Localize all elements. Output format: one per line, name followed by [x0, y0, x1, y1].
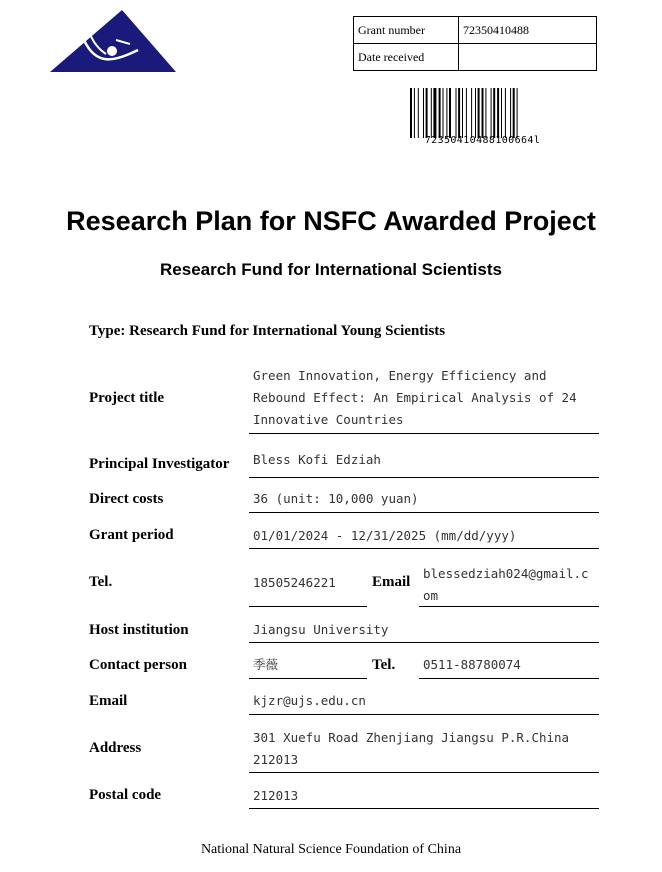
barcode-bar	[449, 88, 451, 138]
grant-info-table	[353, 16, 597, 71]
barcode-bar	[439, 88, 441, 138]
field-underline	[419, 678, 599, 679]
host-email-value: kjzr@ujs.edu.cn	[253, 693, 366, 708]
address-line: 212013	[253, 752, 299, 767]
fund-type: Type: Research Fund for International Young Scientists	[89, 323, 446, 339]
pi-value: Bless Kofi Edziah	[253, 452, 381, 467]
project-title-label: Project title	[89, 390, 165, 406]
barcode-bar	[510, 88, 511, 138]
postal-code-label: Postal code	[89, 787, 162, 803]
barcode-bar	[426, 88, 428, 138]
contact-person-value: 季薇	[253, 657, 279, 672]
barcode-bar	[517, 88, 518, 138]
direct-costs-label: Direct costs	[89, 491, 164, 507]
address-value	[253, 727, 569, 771]
barcode-bar	[482, 88, 484, 138]
field-underline	[249, 548, 599, 549]
contact-tel-value: 0511-88780074	[423, 657, 521, 672]
barcode-bar	[491, 88, 492, 138]
direct-costs-value: 36 (unit: 10,000 yuan)	[253, 491, 419, 506]
contact-tel-label: Tel.	[372, 657, 396, 673]
project-title-line: Green Innovation, Energy Efficiency and	[253, 368, 547, 383]
barcode-bar	[418, 88, 419, 138]
host-institution-value: Jiangsu University	[253, 622, 389, 637]
email-value	[423, 563, 589, 607]
barcode-bar	[431, 88, 432, 138]
address-line: 301 Xuefu Road Zhenjiang Jiangsu P.R.China	[253, 730, 570, 745]
field-underline	[419, 606, 599, 607]
barcode-bar	[466, 88, 467, 138]
page-title: Research Plan for NSFC Awarded Project	[66, 206, 596, 236]
postal-code-value: 212013	[253, 788, 299, 803]
tel-value: 18505246221	[253, 575, 336, 590]
barcode-bar	[456, 88, 457, 138]
field-underline	[249, 772, 599, 773]
host-institution-label: Host institution	[89, 622, 189, 638]
project-title-value	[253, 365, 577, 431]
barcode-bar	[433, 88, 436, 138]
field-underline	[249, 477, 599, 478]
barcode-number: 72350410488100664l	[424, 135, 541, 146]
page-subtitle: Research Fund for International Scientists	[160, 260, 502, 279]
barcode-bar	[485, 88, 486, 138]
barcode-bar	[458, 88, 460, 138]
barcode	[410, 88, 555, 138]
barcode-bar	[497, 88, 499, 138]
date-received-label: Date received	[354, 44, 459, 71]
tel-label: Tel.	[89, 574, 113, 590]
barcode-bar	[462, 88, 463, 138]
grant-period-label: Grant period	[89, 527, 174, 543]
barcode-bar	[513, 88, 515, 138]
barcode-bar	[501, 88, 502, 138]
date-received-value	[459, 44, 597, 71]
pi-label: Principal Investigator	[89, 456, 230, 472]
grant-number-label: Grant number	[354, 17, 459, 44]
barcode-bar	[505, 88, 506, 138]
field-underline	[249, 433, 599, 434]
barcode-bar	[475, 88, 476, 138]
barcode-bar	[410, 88, 412, 138]
barcode-bar	[443, 88, 444, 138]
email-line: blessedziah024@gmail.c	[423, 566, 589, 581]
field-underline	[249, 606, 367, 607]
grant-period-value: 01/01/2024 - 12/31/2025 (mm/dd/yyy)	[253, 528, 517, 543]
email-label: Email	[372, 574, 411, 590]
barcode-bar	[446, 88, 447, 138]
project-title-line: Rebound Effect: An Empirical Analysis of 24	[253, 390, 577, 405]
barcode-bar	[478, 88, 480, 138]
contact-person-label: Contact person	[89, 657, 187, 673]
email-line: om	[423, 588, 439, 603]
footer-org: National Natural Science Foundation of China	[200, 842, 462, 857]
barcode-bar	[493, 88, 495, 138]
host-email-label: Email	[89, 693, 128, 709]
barcode-bar	[471, 88, 472, 138]
field-underline	[249, 512, 599, 513]
barcode-bar	[414, 88, 415, 138]
project-title-line: Innovative Countries	[253, 412, 404, 427]
nsfc-logo-icon	[50, 10, 176, 74]
field-underline	[249, 714, 599, 715]
field-underline	[249, 678, 367, 679]
grant-number-value: 72350410488	[459, 17, 597, 44]
field-underline	[249, 642, 599, 643]
address-label: Address	[89, 740, 142, 756]
field-underline	[249, 808, 599, 809]
barcode-bar	[423, 88, 424, 138]
